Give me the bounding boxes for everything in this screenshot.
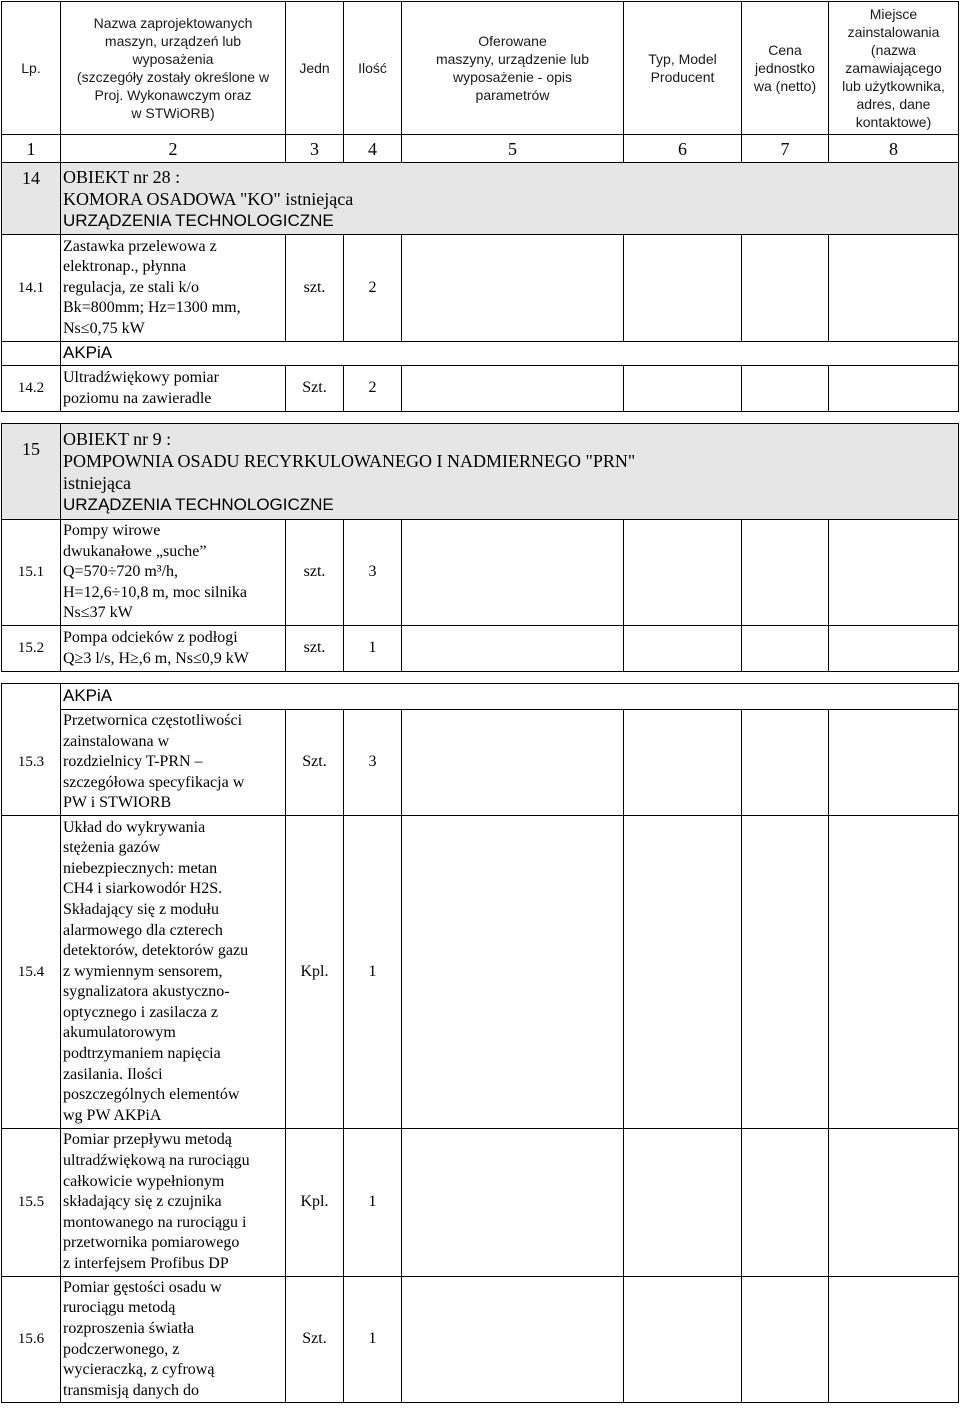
column-number: 8 bbox=[829, 135, 959, 163]
type-model-cell[interactable] bbox=[624, 626, 742, 672]
row-jedn: Kpl. bbox=[286, 1129, 344, 1277]
header-lp: Lp. bbox=[2, 2, 61, 135]
row-description: Pomiar gęstości osadu w rurociągu metodą rozproszenia światła podczerwonego, z wycieraczką, z cyfrową transmisją danych do bbox=[61, 1277, 286, 1403]
row-lp: 14.2 bbox=[2, 366, 61, 412]
row-lp: 15.2 bbox=[2, 626, 61, 672]
table-gap bbox=[2, 412, 959, 424]
install-place-cell[interactable] bbox=[829, 626, 959, 672]
install-place-cell[interactable] bbox=[829, 1277, 959, 1403]
section-lp: 15 bbox=[2, 424, 61, 520]
row-ilosc: 2 bbox=[344, 235, 402, 342]
row-jedn: szt. bbox=[286, 520, 344, 626]
row-ilosc: 1 bbox=[344, 816, 402, 1129]
row-lp: 15.3 bbox=[2, 710, 61, 816]
column-number: 3 bbox=[286, 135, 344, 163]
row-jedn: szt. bbox=[286, 626, 344, 672]
row-description: Pomiar przepływu metodą ultradźwiękową na rurociągu całkowicie wypełnionym składający się z czujnika montowanego na rurociągu i przetwornika pomiarowego z interfejsem Profibus DP bbox=[61, 1129, 286, 1277]
offer-description-cell[interactable] bbox=[402, 235, 624, 342]
row-lp: 14.1 bbox=[2, 235, 61, 342]
type-model-cell[interactable] bbox=[624, 366, 742, 412]
offer-description-cell[interactable] bbox=[402, 366, 624, 412]
unit-price-cell[interactable] bbox=[742, 235, 829, 342]
column-number: 7 bbox=[742, 135, 829, 163]
subsection-heading: AKPiA bbox=[61, 684, 959, 710]
unit-price-cell[interactable] bbox=[742, 1277, 829, 1403]
install-place-cell[interactable] bbox=[829, 1129, 959, 1277]
subsection-row bbox=[2, 684, 959, 710]
table-gap bbox=[2, 672, 959, 684]
offer-description-cell[interactable] bbox=[402, 710, 624, 816]
section-lp: 14 bbox=[2, 163, 61, 235]
unit-price-cell[interactable] bbox=[742, 366, 829, 412]
section-row-14 bbox=[2, 163, 959, 235]
type-model-cell[interactable] bbox=[624, 710, 742, 816]
row-lp: 15.6 bbox=[2, 1277, 61, 1403]
table-row bbox=[2, 1277, 959, 1403]
unit-price-cell[interactable] bbox=[742, 1129, 829, 1277]
table-row bbox=[2, 626, 959, 672]
header-row bbox=[2, 2, 959, 135]
type-model-cell[interactable] bbox=[624, 235, 742, 342]
row-description: Układ do wykrywania stężenia gazów niebezpiecznych: metan CH4 i siarkowodór H2S. Składający się z modułu alarmowego dla czterech detektorów, detektorów gazu z wymiennym sensorem, sygnalizatora akustyczno- optycznego i zasilacza z akumulatorowym podtrzymaniem napięcia zasilania. Ilości poszczególnych elementów wg PW AKPiA bbox=[61, 816, 286, 1129]
row-ilosc: 3 bbox=[344, 520, 402, 626]
install-place-cell[interactable] bbox=[829, 816, 959, 1129]
row-lp-empty bbox=[2, 684, 61, 710]
offer-description-cell[interactable] bbox=[402, 816, 624, 1129]
row-lp: 15.4 bbox=[2, 816, 61, 1129]
unit-price-cell[interactable] bbox=[742, 520, 829, 626]
section-heading: OBIEKT nr 9 : POMPOWNIA OSADU RECYRKULOWANEGO I NADMIERNEGO "PRN" istniejąca URZĄDZENIA TECHNOLOGICZNE bbox=[61, 424, 959, 520]
section-heading: OBIEKT nr 28 : KOMORA OSADOWA "KO" istniejąca URZĄDZENIA TECHNOLOGICZNE bbox=[61, 163, 959, 235]
row-ilosc: 1 bbox=[344, 1129, 402, 1277]
subsection-heading: AKPiA bbox=[61, 342, 959, 366]
row-description: Przetwornica częstotliwości zainstalowana w rozdzielnicy T-PRN – szczegółowa specyfikacja w PW i STWIORB bbox=[61, 710, 286, 816]
unit-price-cell[interactable] bbox=[742, 710, 829, 816]
unit-price-cell[interactable] bbox=[742, 626, 829, 672]
offer-description-cell[interactable] bbox=[402, 520, 624, 626]
row-ilosc: 3 bbox=[344, 710, 402, 816]
type-model-cell[interactable] bbox=[624, 520, 742, 626]
table-row bbox=[2, 235, 959, 342]
gap-cell bbox=[2, 412, 959, 424]
install-place-cell[interactable] bbox=[829, 366, 959, 412]
unit-price-cell[interactable] bbox=[742, 816, 829, 1129]
row-description: Pompa odcieków z podłogi Q≥3 l/s, H≥,6 m, Ns≤0,9 kW bbox=[61, 626, 286, 672]
header-cena: Cena jednostko wa (netto) bbox=[742, 2, 829, 135]
table-row bbox=[2, 816, 959, 1129]
row-lp: 15.5 bbox=[2, 1129, 61, 1277]
offer-description-cell[interactable] bbox=[402, 1277, 624, 1403]
column-number-row bbox=[2, 135, 959, 163]
gap-cell bbox=[2, 672, 959, 684]
table-row bbox=[2, 710, 959, 816]
row-description: Pompy wirowe dwukanałowe „suche” Q=570÷720 m³/h, H=12,6÷10,8 m, moc silnika Ns≤37 kW bbox=[61, 520, 286, 626]
offer-description-cell[interactable] bbox=[402, 626, 624, 672]
row-description: Ultradźwiękowy pomiar poziomu na zawieradle bbox=[61, 366, 286, 412]
header-typ: Typ, Model Producent bbox=[624, 2, 742, 135]
column-number: 4 bbox=[344, 135, 402, 163]
header-jedn: Jedn bbox=[286, 2, 344, 135]
table-row bbox=[2, 366, 959, 412]
offer-description-cell[interactable] bbox=[402, 1129, 624, 1277]
table-row bbox=[2, 520, 959, 626]
install-place-cell[interactable] bbox=[829, 710, 959, 816]
row-jedn: Szt. bbox=[286, 710, 344, 816]
section-row-15 bbox=[2, 424, 959, 520]
column-number: 5 bbox=[402, 135, 624, 163]
column-number: 2 bbox=[61, 135, 286, 163]
column-number: 1 bbox=[2, 135, 61, 163]
row-ilosc: 1 bbox=[344, 1277, 402, 1403]
type-model-cell[interactable] bbox=[624, 1129, 742, 1277]
row-lp: 15.1 bbox=[2, 520, 61, 626]
header-miejsce: Miejsce zainstalowania (nazwa zamawiającego lub użytkownika, adres, dane kontaktowe) bbox=[829, 2, 959, 135]
row-jedn: szt. bbox=[286, 235, 344, 342]
row-ilosc: 1 bbox=[344, 626, 402, 672]
table-row bbox=[2, 1129, 959, 1277]
row-jedn: Szt. bbox=[286, 1277, 344, 1403]
type-model-cell[interactable] bbox=[624, 1277, 742, 1403]
type-model-cell[interactable] bbox=[624, 816, 742, 1129]
header-ilosc: Ilość bbox=[344, 2, 402, 135]
row-lp-empty bbox=[2, 342, 61, 366]
row-jedn: Kpl. bbox=[286, 816, 344, 1129]
header-oferowane: Oferowane maszyny, urządzenie lub wyposażenie - opis parametrów bbox=[402, 2, 624, 135]
row-description: Zastawka przelewowa z elektronap., płynna regulacja, ze stali k/o Bk=800mm; Hz=1300 mm, Ns≤0,75 kW bbox=[61, 235, 286, 342]
subsection-row bbox=[2, 342, 959, 366]
header-nazwa: Nazwa zaprojektowanych maszyn, urządzeń lub wyposażenia (szczegóły zostały określone w Proj. Wykonawczym oraz w STWiORB) bbox=[61, 2, 286, 135]
column-number: 6 bbox=[624, 135, 742, 163]
specification-table bbox=[1, 1, 959, 1403]
install-place-cell[interactable] bbox=[829, 520, 959, 626]
row-jedn: Szt. bbox=[286, 366, 344, 412]
install-place-cell[interactable] bbox=[829, 235, 959, 342]
row-ilosc: 2 bbox=[344, 366, 402, 412]
